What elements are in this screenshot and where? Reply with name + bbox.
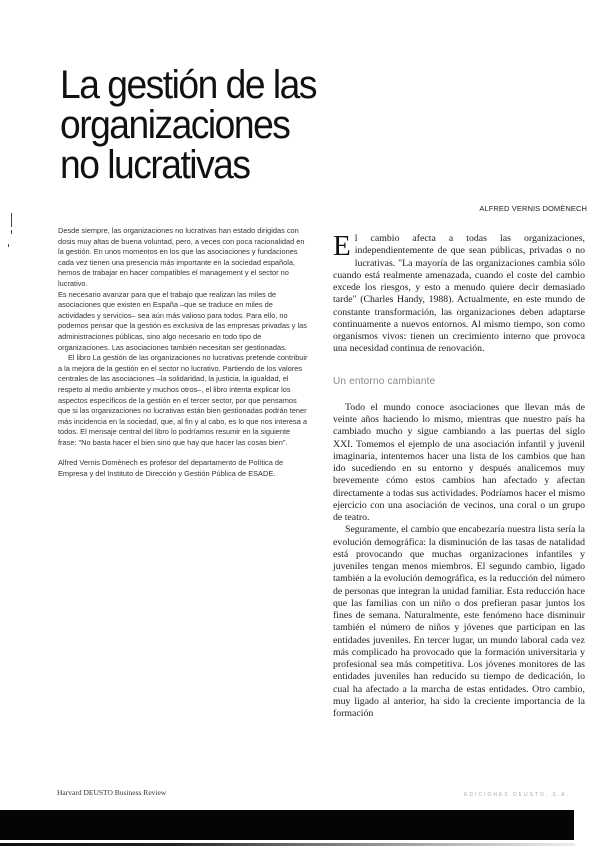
margin-scan-mark: [11, 213, 12, 227]
footer-publication-name: Harvard DEUSTO Business Review: [57, 788, 167, 797]
article-title: [60, 62, 544, 187]
abstract-paragraph: Es necesario avanzar para que el trabajo que realizan las miles de asociaciones que existen en España –que se traduce en miles de actividades y servicios– sea aún más valioso para todos. Para ello, no podemos pensar que la gestión es exclusiva de las empresas privadas y las administraciones públicas, sino algo necesario en todo tipo de organizaciones. Las asociaciones también necesitan ser gestionadas.: [58, 289, 307, 352]
margin-scan-mark: [8, 244, 9, 247]
drop-cap: E: [333, 230, 351, 262]
section-subheading: Un entorno cambiante: [333, 375, 436, 387]
intro-paragraph: [333, 230, 585, 356]
scan-black-band: [0, 810, 574, 840]
author-bio: Alfred Vernis Domènech es profesor del departamento de Política de Empresa y del Instituto de Dirección y Gestión Pública de ESADE.: [58, 458, 284, 479]
intro-text: l cambio afecta a todas las organizaciones, independientemente de que sean públicas, privadas o no lucrativas. "La mayoría de las organizaciones cambia sólo cuando está realmente amenazada, cuando el coste del cambio excede los riesgos, y esto a menudo quiere decir demasiado tarde" (Charles Handy, 1988). Actualmente, en este mundo de constante transformación, las organizaciones deben adaptarse continuamente a nuevos entornos. Al mismo tiempo, son como organismos vivos: tienen un crecimiento interno que provoca una necesidad continua de renovación.: [333, 233, 585, 355]
body-column: [333, 230, 585, 720]
footer-publisher: EDICIONES DEUSTO, S.A.: [464, 792, 570, 798]
article-title-line-1: La gestión de las organizaciones: [60, 62, 316, 147]
article-title-line-2: no lucrativas: [60, 142, 250, 187]
scan-edge-line: [0, 843, 575, 846]
abstract-paragraph: Desde siempre, las organizaciones no lucrativas han estado dirigidas con dosis muy altas de buena voluntad, pero, a veces con poca racionalidad en la gestión. En unos momentos en los que las asociaciones y fundaciones cada vez tienen una presencia más importante en la sociedad española, hemos de trabajar en hacer compatibles el management y el sector no lucrativo.: [58, 226, 305, 288]
body-paragraph: Todo el mundo conoce asociaciones que llevan más de veinte años haciendo lo mismo, mientras que nuestro país ha cambiado mucho y sigue cambiando a las puertas del siglo XXI. Tomemos el ejemplo de una asociación infantil y juvenil imaginaria, intentemos hacer una lista de los cambios que han ido sucediendo en su entorno y después analicemos muy brevemente cómo estos cambios han afectado y afectan directamente a todas sus actividades. Podríamos hacer el mismo ejercicio con una asociación de vecinos, una coral o un grupo de teatro.: [333, 401, 585, 523]
margin-scan-mark: [11, 230, 12, 234]
author-byline: ALFRED VERNIS DOMÈNECH: [479, 204, 587, 213]
abstract-paragraph: El libro La gestión de las organizaciones no lucrativas pretende contribuir a la mejora de la gestión en el sector no lucrativo. Partiendo de los valores centrales de las asociaciones –la solidaridad, la justicia, la igualdad, el respeto al medio ambiente y muchos otros–, el libro intenta explicar los aspectos específicos de la gestión en el tercer sector, por que pensamos que si las organizaciones no lucrativas están bien gestionadas podrán tener más incidencia en la sociedad, que, al fin y al cabo, es lo que nos interesa a todos. El mensaje central del libro lo podríamos resumir en la siguiente frase: "No basta hacer el bien sino que hay que hacer las cosas bien".: [58, 353, 308, 447]
abstract-column: [58, 226, 308, 480]
body-paragraph: Seguramente, el cambio que encabezaría nuestra lista sería la evolución demográfica: la disminución de las tasas de natalidad está provocando que muchas organizaciones infantiles y juveniles tengan menos miembros. El segundo cambio, ligado también a la evolución demográfica, es la reducción del número de personas que integran la unidad familiar. Esta reducción hace que las familias con un niño o dos prefieran pasar juntos los fines de semana. Naturalmente, este fenómeno hace disminuir también el número de niños y jóvenes que participan en las entidades juveniles. En tercer lugar, un mundo laboral cada vez más complicado ha provocado que la formación universitaria y profesional sea más competitiva. Los jóvenes monitores de las entidades juveniles han reducido su tiempo de dedicación, lo cual ha afectado a la marcha de estas entidades. Otro cambio, muy ligado al anterior, ha sido la creciente importancia de la formación: [333, 524, 585, 719]
